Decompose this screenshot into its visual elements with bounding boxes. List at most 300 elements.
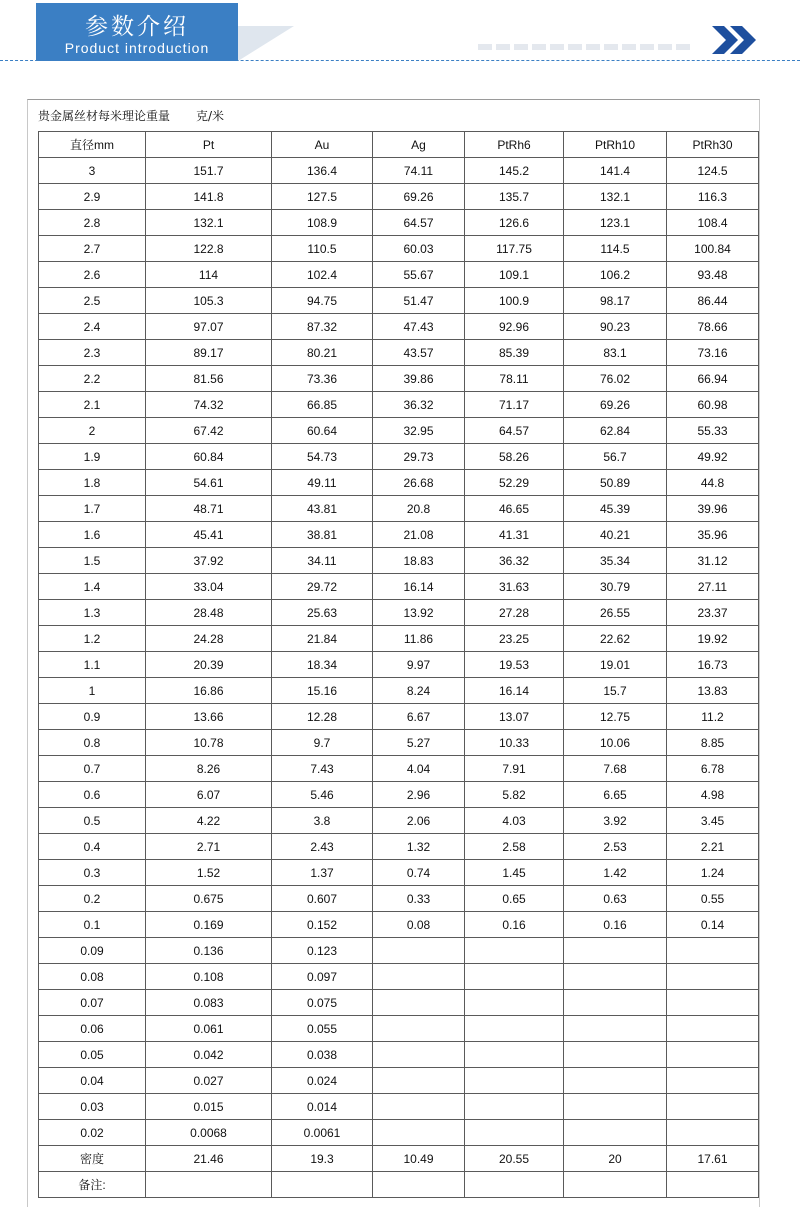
table-body: [39, 158, 759, 1198]
table-row: [39, 886, 759, 912]
table-cell: 0.136: [146, 938, 272, 964]
table-cell: 0.061: [146, 1016, 272, 1042]
table-row: [39, 392, 759, 418]
table-cell: 87.32: [272, 314, 373, 340]
table-row: [39, 626, 759, 652]
table-cell: 100.84: [667, 236, 759, 262]
column-header: Ag: [373, 132, 465, 158]
table-row: [39, 808, 759, 834]
table-cell: [465, 990, 564, 1016]
row-label-cell: 2.2: [39, 366, 146, 392]
table-row: [39, 600, 759, 626]
note-row: [39, 1172, 759, 1198]
table-cell: [667, 1120, 759, 1146]
table-cell: 26.55: [564, 600, 667, 626]
table-row: [39, 210, 759, 236]
row-label-cell: 1.9: [39, 444, 146, 470]
row-label-cell: 0.05: [39, 1042, 146, 1068]
table-cell: 141.8: [146, 184, 272, 210]
table-cell: 2.71: [146, 834, 272, 860]
table-cell: 62.84: [564, 418, 667, 444]
table-row: [39, 730, 759, 756]
table-cell: 7.91: [465, 756, 564, 782]
table-cell: 3.45: [667, 808, 759, 834]
table-cell: 69.26: [373, 184, 465, 210]
row-label-cell: 1.2: [39, 626, 146, 652]
table-cell: [465, 1042, 564, 1068]
table-cell: [465, 1094, 564, 1120]
table-row: [39, 366, 759, 392]
table-cell: 16.86: [146, 678, 272, 704]
table-cell: 7.43: [272, 756, 373, 782]
table-cell: 0.038: [272, 1042, 373, 1068]
table-cell: 76.02: [564, 366, 667, 392]
table-cell: 0.63: [564, 886, 667, 912]
table-cell: 29.73: [373, 444, 465, 470]
table-row: [39, 496, 759, 522]
table-cell: 54.73: [272, 444, 373, 470]
table-cell: 132.1: [564, 184, 667, 210]
row-label-cell: 2.4: [39, 314, 146, 340]
table-cell: 110.5: [272, 236, 373, 262]
table-cell: 55.67: [373, 262, 465, 288]
table-cell: [465, 938, 564, 964]
table-cell: 0.607: [272, 886, 373, 912]
table-cell: 4.03: [465, 808, 564, 834]
table-cell: 69.26: [564, 392, 667, 418]
table-cell: 135.7: [465, 184, 564, 210]
table-cell: 10.06: [564, 730, 667, 756]
table-cell: 23.37: [667, 600, 759, 626]
table-cell: 5.27: [373, 730, 465, 756]
title-badge: [36, 3, 238, 61]
table-cell: 126.6: [465, 210, 564, 236]
table-cell: [564, 1094, 667, 1120]
table-cell: 6.07: [146, 782, 272, 808]
table-cell: 48.71: [146, 496, 272, 522]
table-cell: 20.8: [373, 496, 465, 522]
table-cell: 1.24: [667, 860, 759, 886]
table-cell: 109.1: [465, 262, 564, 288]
table-cell: 13.07: [465, 704, 564, 730]
table-cell: 1.45: [465, 860, 564, 886]
table-cell: [564, 1042, 667, 1068]
table-cell: 43.57: [373, 340, 465, 366]
section-header: [0, 0, 800, 68]
table-cell: 21.46: [146, 1146, 272, 1172]
table-cell: 64.57: [465, 418, 564, 444]
table-cell: 105.3: [146, 288, 272, 314]
table-row: [39, 548, 759, 574]
table-cell: 71.17: [465, 392, 564, 418]
table-cell: 0.014: [272, 1094, 373, 1120]
table-cell: 17.61: [667, 1146, 759, 1172]
table-row: [39, 288, 759, 314]
row-label-cell: 2.5: [39, 288, 146, 314]
badge-shadow: [238, 26, 294, 61]
table-cell: 12.75: [564, 704, 667, 730]
table-row: [39, 1120, 759, 1146]
row-label-cell: 1.7: [39, 496, 146, 522]
table-cell: 9.97: [373, 652, 465, 678]
table-cell: 4.98: [667, 782, 759, 808]
table-cell: 18.83: [373, 548, 465, 574]
table-row: [39, 1068, 759, 1094]
table-row: [39, 938, 759, 964]
table-cell: 20.55: [465, 1146, 564, 1172]
table-cell: [373, 964, 465, 990]
row-label-cell: 1.1: [39, 652, 146, 678]
table-cell: 16.14: [373, 574, 465, 600]
table-cell: 0.675: [146, 886, 272, 912]
table-caption: [38, 101, 224, 131]
note-cell: [564, 1172, 667, 1198]
table-cell: 74.32: [146, 392, 272, 418]
table-cell: 0.055: [272, 1016, 373, 1042]
table-cell: [667, 1094, 759, 1120]
table-cell: [465, 964, 564, 990]
table-row: [39, 678, 759, 704]
table-cell: 8.24: [373, 678, 465, 704]
table-cell: 94.75: [272, 288, 373, 314]
table-cell: 36.32: [373, 392, 465, 418]
row-label-cell: 0.06: [39, 1016, 146, 1042]
table-cell: 124.5: [667, 158, 759, 184]
table-cell: 123.1: [564, 210, 667, 236]
table-row: [39, 470, 759, 496]
table-cell: 89.17: [146, 340, 272, 366]
table-cell: 1.52: [146, 860, 272, 886]
table-cell: 8.26: [146, 756, 272, 782]
table-cell: 0.74: [373, 860, 465, 886]
table-cell: 106.2: [564, 262, 667, 288]
row-label-cell: 0.09: [39, 938, 146, 964]
table-cell: 100.9: [465, 288, 564, 314]
table-cell: 44.8: [667, 470, 759, 496]
table-row: [39, 912, 759, 938]
table-cell: [667, 938, 759, 964]
table-cell: 16.73: [667, 652, 759, 678]
table-cell: 30.79: [564, 574, 667, 600]
table-row: [39, 704, 759, 730]
row-label-cell: 0.04: [39, 1068, 146, 1094]
table-cell: 27.11: [667, 574, 759, 600]
note-cell: [272, 1172, 373, 1198]
table-cell: 5.82: [465, 782, 564, 808]
table-cell: 34.11: [272, 548, 373, 574]
table-cell: 51.47: [373, 288, 465, 314]
table-row: [39, 1146, 759, 1172]
table-cell: 19.3: [272, 1146, 373, 1172]
table-cell: 0.042: [146, 1042, 272, 1068]
table-cell: 41.31: [465, 522, 564, 548]
table-cell: 66.85: [272, 392, 373, 418]
table-row: [39, 522, 759, 548]
table-row: [39, 1094, 759, 1120]
table-row: [39, 262, 759, 288]
table-cell: 27.28: [465, 600, 564, 626]
table-cell: 49.11: [272, 470, 373, 496]
table-cell: 0.33: [373, 886, 465, 912]
table-cell: 39.96: [667, 496, 759, 522]
table-cell: 7.68: [564, 756, 667, 782]
table-cell: 0.027: [146, 1068, 272, 1094]
table-cell: 11.86: [373, 626, 465, 652]
table-cell: 2.43: [272, 834, 373, 860]
table-cell: 0.024: [272, 1068, 373, 1094]
table-cell: 46.65: [465, 496, 564, 522]
double-chevron-right-icon: [708, 24, 760, 56]
table-cell: 66.94: [667, 366, 759, 392]
table-cell: 6.65: [564, 782, 667, 808]
table-cell: 39.86: [373, 366, 465, 392]
table-cell: 4.22: [146, 808, 272, 834]
table-cell: 0.083: [146, 990, 272, 1016]
table-cell: 116.3: [667, 184, 759, 210]
row-label-cell: 0.5: [39, 808, 146, 834]
table-cell: 35.96: [667, 522, 759, 548]
table-cell: 0.097: [272, 964, 373, 990]
table-cell: 60.98: [667, 392, 759, 418]
table-cell: 93.48: [667, 262, 759, 288]
table-cell: [564, 1068, 667, 1094]
row-label-cell: 1.8: [39, 470, 146, 496]
table-cell: 108.4: [667, 210, 759, 236]
table-cell: [667, 990, 759, 1016]
note-label: 备注:: [39, 1172, 146, 1198]
table-cell: 54.61: [146, 470, 272, 496]
table-cell: 56.7: [564, 444, 667, 470]
table-cell: 13.66: [146, 704, 272, 730]
weight-table: [38, 131, 759, 1198]
table-cell: 55.33: [667, 418, 759, 444]
table-cell: 19.92: [667, 626, 759, 652]
row-label-cell: 0.8: [39, 730, 146, 756]
row-label-cell: 0.4: [39, 834, 146, 860]
table-cell: 45.39: [564, 496, 667, 522]
table-cell: [465, 1016, 564, 1042]
title-cn: 参数介绍: [85, 14, 189, 40]
table-cell: 3.92: [564, 808, 667, 834]
column-header: PtRh6: [465, 132, 564, 158]
table-cell: 9.7: [272, 730, 373, 756]
table-cell: 6.67: [373, 704, 465, 730]
table-row: [39, 652, 759, 678]
row-label-cell: 3: [39, 158, 146, 184]
table-cell: [667, 964, 759, 990]
table-cell: 23.25: [465, 626, 564, 652]
table-cell: 145.2: [465, 158, 564, 184]
row-label-cell: 密度: [39, 1146, 146, 1172]
table-cell: 132.1: [146, 210, 272, 236]
row-label-cell: 2.7: [39, 236, 146, 262]
row-label-cell: 0.07: [39, 990, 146, 1016]
table-row: [39, 1042, 759, 1068]
row-label-cell: 0.3: [39, 860, 146, 886]
table-row: [39, 314, 759, 340]
column-header: Pt: [146, 132, 272, 158]
table-cell: 97.07: [146, 314, 272, 340]
table-cell: 29.72: [272, 574, 373, 600]
table-cell: 80.21: [272, 340, 373, 366]
table-cell: 38.81: [272, 522, 373, 548]
table-cell: 60.03: [373, 236, 465, 262]
table-row: [39, 236, 759, 262]
table-cell: 0.0061: [272, 1120, 373, 1146]
table-cell: [667, 1016, 759, 1042]
title-en: Product introduction: [64, 40, 210, 56]
table-row: [39, 990, 759, 1016]
table-cell: 78.11: [465, 366, 564, 392]
table-cell: 26.68: [373, 470, 465, 496]
row-label-cell: 1: [39, 678, 146, 704]
table-cell: 85.39: [465, 340, 564, 366]
table-cell: 6.78: [667, 756, 759, 782]
table-cell: 67.42: [146, 418, 272, 444]
table-row: [39, 574, 759, 600]
column-header: 直径mm: [39, 132, 146, 158]
row-label-cell: 0.1: [39, 912, 146, 938]
table-cell: 21.84: [272, 626, 373, 652]
table-cell: 3.8: [272, 808, 373, 834]
table-cell: 47.43: [373, 314, 465, 340]
table-cell: 2.06: [373, 808, 465, 834]
table-cell: 127.5: [272, 184, 373, 210]
caption-unit: 克/米: [196, 109, 225, 123]
table-cell: [373, 990, 465, 1016]
table-cell: 0.16: [564, 912, 667, 938]
dashed-divider: [0, 60, 800, 61]
table-cell: 0.108: [146, 964, 272, 990]
row-label-cell: 1.5: [39, 548, 146, 574]
table-cell: 19.01: [564, 652, 667, 678]
table-cell: 31.12: [667, 548, 759, 574]
table-cell: 0.08: [373, 912, 465, 938]
table-cell: 20.39: [146, 652, 272, 678]
table-cell: 64.57: [373, 210, 465, 236]
table-cell: 151.7: [146, 158, 272, 184]
note-cell: [146, 1172, 272, 1198]
table-cell: 58.26: [465, 444, 564, 470]
table-cell: 1.42: [564, 860, 667, 886]
table-cell: 37.92: [146, 548, 272, 574]
table-cell: 2.21: [667, 834, 759, 860]
table-cell: 0.169: [146, 912, 272, 938]
note-cell: [465, 1172, 564, 1198]
table-row: [39, 860, 759, 886]
table-cell: 35.34: [564, 548, 667, 574]
table-cell: 122.8: [146, 236, 272, 262]
table-cell: [564, 1120, 667, 1146]
table-cell: [465, 1120, 564, 1146]
table-cell: 114.5: [564, 236, 667, 262]
table-cell: 0.65: [465, 886, 564, 912]
table-cell: 52.29: [465, 470, 564, 496]
table-row: [39, 340, 759, 366]
table-cell: 2.96: [373, 782, 465, 808]
row-label-cell: 2.6: [39, 262, 146, 288]
table-cell: 0.123: [272, 938, 373, 964]
table-cell: 20: [564, 1146, 667, 1172]
table-cell: 60.84: [146, 444, 272, 470]
row-label-cell: 0.2: [39, 886, 146, 912]
caption-title: 贵金属丝材每米理论重量: [38, 109, 171, 123]
row-label-cell: 0.08: [39, 964, 146, 990]
table-row: [39, 834, 759, 860]
faint-watermark: [478, 44, 690, 50]
table-cell: 10.78: [146, 730, 272, 756]
row-label-cell: 2.9: [39, 184, 146, 210]
table-row: [39, 1016, 759, 1042]
table-row: [39, 756, 759, 782]
table-cell: 0.55: [667, 886, 759, 912]
table-cell: 25.63: [272, 600, 373, 626]
table-cell: 102.4: [272, 262, 373, 288]
table-row: [39, 184, 759, 210]
column-header: Au: [272, 132, 373, 158]
table-cell: [373, 938, 465, 964]
table-cell: 10.49: [373, 1146, 465, 1172]
table-cell: 22.62: [564, 626, 667, 652]
table-cell: 49.92: [667, 444, 759, 470]
row-label-cell: 2.3: [39, 340, 146, 366]
table-cell: [564, 1016, 667, 1042]
table-row: [39, 782, 759, 808]
table-cell: 28.48: [146, 600, 272, 626]
table-cell: 16.14: [465, 678, 564, 704]
table-cell: 86.44: [667, 288, 759, 314]
table-cell: 10.33: [465, 730, 564, 756]
table-cell: 12.28: [272, 704, 373, 730]
table-cell: 40.21: [564, 522, 667, 548]
table-cell: 136.4: [272, 158, 373, 184]
table-cell: 92.96: [465, 314, 564, 340]
table-cell: 81.56: [146, 366, 272, 392]
row-label-cell: 2: [39, 418, 146, 444]
table-cell: 98.17: [564, 288, 667, 314]
row-label-cell: 0.6: [39, 782, 146, 808]
note-cell: [373, 1172, 465, 1198]
table-cell: 74.11: [373, 158, 465, 184]
table-cell: 15.16: [272, 678, 373, 704]
table-cell: 8.85: [667, 730, 759, 756]
row-label-cell: 1.4: [39, 574, 146, 600]
table-row: [39, 418, 759, 444]
table-cell: 83.1: [564, 340, 667, 366]
table-header-row: [39, 132, 759, 158]
table-cell: 0.015: [146, 1094, 272, 1120]
column-header: PtRh10: [564, 132, 667, 158]
table-cell: 18.34: [272, 652, 373, 678]
table-cell: 4.04: [373, 756, 465, 782]
table-cell: 73.36: [272, 366, 373, 392]
table-cell: [373, 1042, 465, 1068]
table-cell: [373, 1094, 465, 1120]
table-cell: 60.64: [272, 418, 373, 444]
table-cell: 117.75: [465, 236, 564, 262]
table-cell: 50.89: [564, 470, 667, 496]
table-cell: 5.46: [272, 782, 373, 808]
table-cell: 1.32: [373, 834, 465, 860]
row-label-cell: 2.8: [39, 210, 146, 236]
table-cell: 45.41: [146, 522, 272, 548]
table-cell: 0.14: [667, 912, 759, 938]
table-cell: 0.152: [272, 912, 373, 938]
table-row: [39, 964, 759, 990]
table-cell: [564, 964, 667, 990]
table-cell: 2.58: [465, 834, 564, 860]
table-cell: 13.92: [373, 600, 465, 626]
